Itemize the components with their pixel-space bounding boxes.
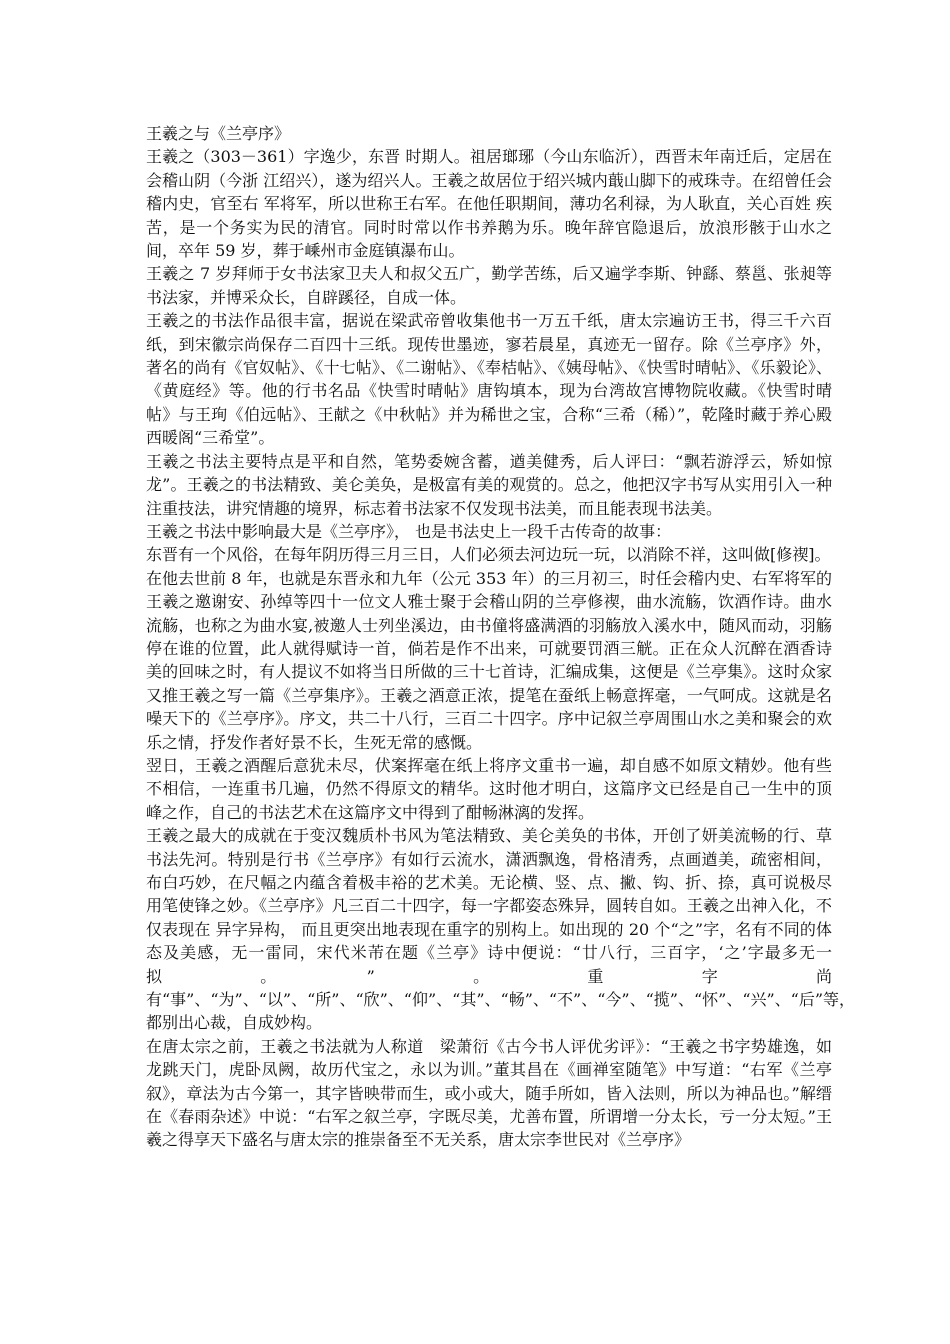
paragraph-biography: 王羲之（303－361）字逸少，东晋 时期人。祖居瑯琊（今山东临沂），西晋末年南迁后，定居在会稽山阴（今浙 江绍兴），遂为绍兴人。王羲之故居位于绍兴城内蕺山脚下的戒珠寺。在绍曾任会稽内史，官至右 军将军，所以世称王右军。在他任职期间，薄功名利禄，为人耿直，关心百姓 疾苦，是一个务实为民的清官。同时时常以作书养鹅为乐。晚年辞官隐退后，放浪形骸于山水之间，卒年 59 岁，葬于嵊州市金庭镇瀑布山。: [146, 147, 832, 261]
paragraph-gathering: 在他去世前 8 年，也就是东晋永和九年（公元 353 年）的三月初三，时任会稽内史、右军将军的王羲之邀谢安、孙绰等四十一位文人雅士聚于会稽山阴的兰亭修禊，曲水流觞，饮酒作诗。曲水流觞，也称之为曲水宴,被邀人士列坐溪边，由书僮将盛满酒的羽觞放入溪水中，随风而动，羽觞停在谁的位置，此人就得赋诗一首，倘若是作不出来，可就要罚酒三觥。正在众人沉醉在酒香诗美的回味之时，有人提议不如将当日所做的三十七首诗，汇编成集，这便是《兰亭集》。这时众家又推王羲之写一篇《兰亭集序》。王羲之酒意正浓，提笔在蚕纸上畅意挥毫，一气呵成。这就是名噪天下的《兰亭序》。序文，共二十八行，三百二十四字。序中记叙兰亭周围山水之美和聚会的欢乐之情，抒发作者好景不长，生死无常的感慨。: [146, 568, 832, 752]
paragraph-next-day: 翌日，王羲之酒醒后意犹未尽，伏案挥毫在纸上将序文重书一遍，却自感不如原文精妙。他有些不相信，一连重书几遍，仍然不得原文的精华。这时他才明白，这篇序文已经是自己一生中的顶峰之作，自己的书法艺术在这篇序文中得到了酣畅淋漓的发挥。: [146, 755, 832, 822]
paragraph-style: 王羲之书法主要特点是平和自然，笔势委婉含蓄，遒美健秀，后人评曰：“飘若游浮云，矫如惊龙”。王羲之的书法精致、美仑美奂，是极富有美的观赏的。总之，他把汉字书写从实用引入一种注重技法，讲究情趣的境界，标志着书法家不仅发现书法美，而且能表现书法美。: [146, 451, 832, 518]
paragraph-teachers: 王羲之 7 岁拜师于女书法家卫夫人和叔父五广，勤学苦练，后又遍学李斯、钟繇、蔡邕、张昶等书法家，并博采众长，自辟蹊径，自成一体。: [146, 264, 832, 307]
document-title: 王羲之与《兰亭序》: [146, 124, 291, 143]
document-body: [146, 122, 856, 1152]
paragraph-praise: 在唐太宗之前，王羲之书法就为人称道 梁萧衍《古今书人评优劣评》：“王羲之书字势雄逸，如龙跳天门，虎卧凤阙，故历代宝之，永以为训。”董其昌在《画禅室随笔》中写道：“右军《兰亭叙》，章法为古今第一，其字皆映带而生，或小或大，随手所如，皆入法则，所以为神品也。”解缙在《春雨杂述》中说：“右军之叙兰亭，字既尽美，尤善布置，所谓增一分太长，亏一分太短。”王羲之得享天下盛名与唐太宗的推崇备至不无关系，唐太宗李世民对《兰亭序》: [146, 1036, 832, 1150]
paragraph-lanting-intro: 王羲之书法中影响最大是《兰亭序》， 也是书法史上一段千古传奇的故事：: [146, 521, 672, 541]
paragraph-custom: 东晋有一个风俗，在每年阴历得三月三日，人们必须去河边玩一玩，以消除不祥，这叫做[修禊]。: [146, 545, 831, 565]
paragraph-achievement: 王羲之最大的成就在于变汉魏质朴书风为笔法精致、美仑美奂的书体，开创了妍美流畅的行、草书法先河。特别是行书《兰亭序》有如行云流水，潇洒飘逸，骨格清秀，点画遒美，疏密相间，布白巧妙，在尺幅之内蕴含着极丰裕的艺术美。无论横、竖、点、撇、钩、折、捺，真可说极尽用笔使锋之妙。《兰亭序》凡三百二十四字，每一字都姿态殊异，圆转自如。王羲之出神入化，不仅表现在 异字异构， 而且更突出地表现在重字的别构上。如出现的 20 个“之”字，名有不同的体态及美感，无一雷同，宋代米芾在题《兰亭》诗中便说：“廿八行，三百字，‘之’字最多无一拟。”。重字尚有“事”、“为”、“以”、“所”、“欣”、“仰”、“其”、“畅”、“不”、“今”、“揽”、“怀”、“兴”、“后”等，都别出心裁，自成妙构。: [146, 826, 856, 1033]
paragraph-works: 王羲之的书法作品很丰富，据说在梁武帝曾收集他书一万五千纸，唐太宗遍访王书，得三千六百纸，到宋徽宗尚保存二百四十三纸。现传世墨迹，寥若晨星，真迹无一留存。除《兰亭序》外，著名的尚有《官奴帖》、《十七帖》、《二谢帖》、《奉桔帖》、《姨母帖》、《快雪时晴帖》、《乐毅论》、《黄庭经》等。他的行书名品《快雪时晴帖》唐钩填本，现为台湾故宫博物院收藏。《快雪时晴帖》与王珣《伯远帖》、王献之《中秋帖》并为稀世之宝，合称“三希（稀）”，乾隆时藏于养心殿西暖阁“三希堂”。: [146, 311, 832, 448]
